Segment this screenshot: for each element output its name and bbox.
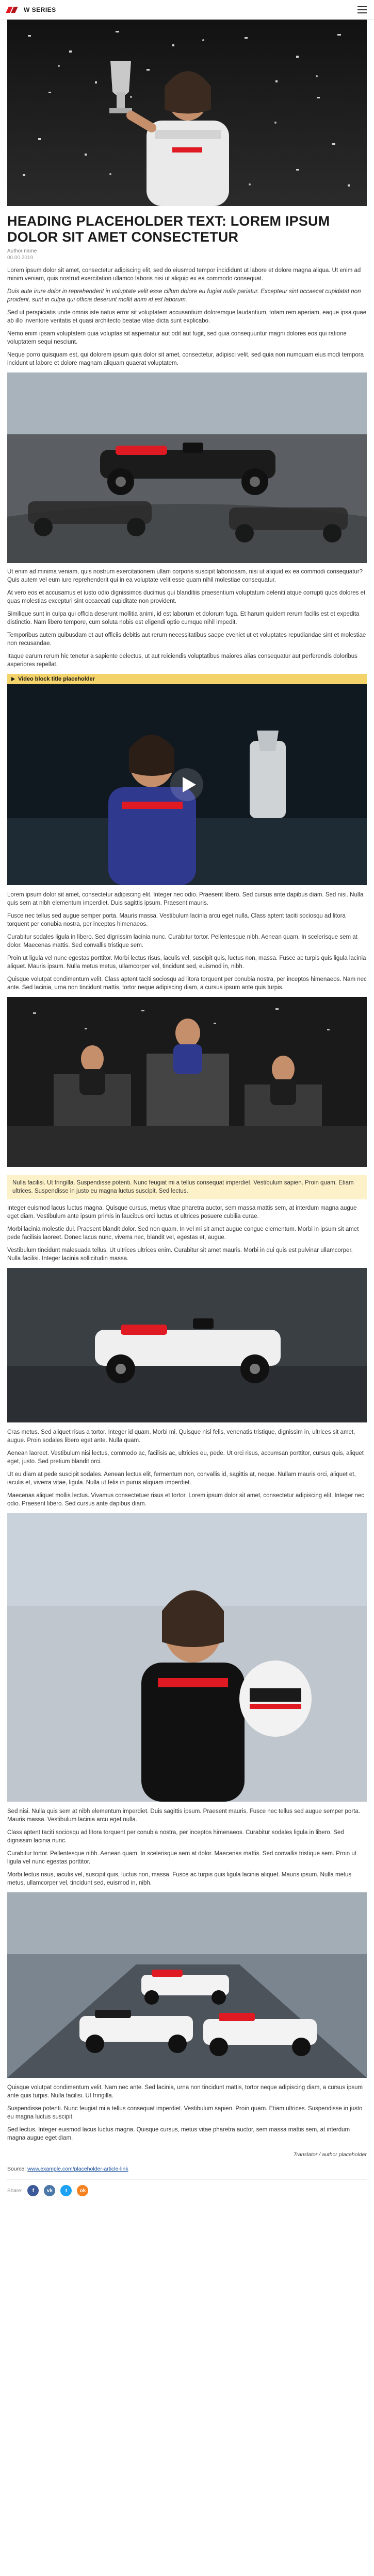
grid-photo (7, 1892, 367, 2078)
twitter-icon[interactable]: t (60, 2185, 72, 2196)
video-embed-title[interactable] (7, 674, 367, 684)
author-line: Translator / author placeholder (293, 2151, 367, 2158)
race-photo-illustration (7, 372, 367, 563)
paragraph: Quisque volutpat condimentum velit. Nam nec ante. Sed lacinia, urna non tincidunt mattis, tortor neque adipiscing diam, a cursus ipsum ante quis turpis. Nulla facilisi. Ut fringilla. (7, 2084, 363, 2099)
article-byline[interactable]: Author name (7, 248, 37, 254)
paragraph: Morbi lacinia molestie dui. Praesent blandit dolor. Sed non quam. In vel mi sit amet augue congue elementum. Morbi in ipsum sit amet pede facilisis laoreet. Donec lacus nunc, viverra nec, blandit vel, egestas et, augue. (7, 1226, 359, 1241)
video-title-text: Video block title placeholder (18, 676, 95, 682)
source-line (7, 2166, 367, 2172)
podium-photo (7, 997, 367, 1167)
paragraph: Maecenas aliquet mollis lectus. Vivamus consectetuer risus et tortor. Lorem ipsum dolor sit amet, consectetur adipiscing elit. Integer nec odio. Praesent libero. Sed cursus ante dapibus diam. (7, 1493, 365, 1507)
paragraph: Similique sunt in culpa qui officia deserunt mollitia animi, id est laborum et dolorum fuga. Et harum quidem rerum facilis est et expedita distinctio. Nam libero tempore, cum soluta nobis est eligendi optio cumque nihil impedit. (7, 611, 360, 625)
car-photo-illustration (7, 1268, 367, 1422)
driver-photo-illustration (7, 1513, 367, 1802)
paragraph: Suspendisse potenti. Nunc feugiat mi a tellus consequat imperdiet. Vestibulum sapien. Proin quam. Etiam ultrices. Suspendisse in justo eu magna luctus suscipit. (7, 2106, 363, 2120)
video-embed[interactable] (7, 684, 367, 885)
article-section-3 (7, 891, 367, 992)
article-section-4 (7, 1175, 367, 1263)
facebook-icon[interactable]: f (27, 2185, 39, 2196)
source-link[interactable]: www.example.com/placeholder-article-link (27, 2166, 128, 2172)
top-bar (0, 0, 374, 20)
car-photo (7, 1268, 367, 1422)
logo-text: W SERIES (24, 6, 56, 13)
article-section-5 (7, 1429, 367, 1508)
paragraph: Class aptent taciti sociosqu ad litora torquent per conubia nostra, per inceptos himenaeos. Curabitur sodales ligula in libero. Sed dignissim lacinia nunc. (7, 1829, 344, 1844)
paragraph: Sed lectus. Integer euismod lacus luctus magna. Quisque cursus, metus vitae pharetra auctor, sem massa mattis sem, at interdum magna augue eget diam. (7, 2127, 350, 2141)
hero-photo (7, 20, 367, 206)
video-thumbnail-illustration (7, 684, 367, 885)
paragraph: Aenean laoreet. Vestibulum nisi lectus, commodo ac, facilisis ac, ultricies eu, pede. Ut orci risus, accumsan porttitor, cursus quis, aliquet eget, justo. Sed pretium blandit orci. (7, 1450, 364, 1465)
paragraph: Itaque earum rerum hic tenetur a sapiente delectus, ut aut reiciendis voluptatibus maiores alias consequatur aut perferendis doloribus asperiores repellat. (7, 653, 357, 668)
article-section-2 (7, 568, 367, 669)
logo-mark-icon (7, 7, 21, 13)
paragraph: Integer euismod lacus luctus magna. Quisque cursus, metus vitae pharetra auctor, sem massa mattis sem, at interdum magna augue eget diam. Vestibulum ante ipsum primis in faucibus orci luctus et ultrices posuere cubilia curae. (7, 1205, 357, 1219)
paragraph: Sed ut perspiciatis unde omnis iste natus error sit voluptatem accusantium doloremque laudantium, totam rem aperiam, eaque ipsa quae ab illo inventore veritatis et quasi architecto beatae vitae dicta sunt explicabo. (7, 310, 367, 324)
paragraph: Quisque volutpat condimentum velit. Class aptent taciti sociosqu ad litora torquent per conubia nostra, per inceptos himenaeos. Nam nec ante. Sed lacinia, urna non tincidunt mattis, tortor neque adipiscing diam, a cursus ipsum ante quis turpis. (7, 976, 367, 991)
driver-photo (7, 1513, 367, 1802)
podium-photo-illustration (7, 997, 367, 1167)
paragraph: Curabitur tortor. Pellentesque nibh. Aenean quam. In scelerisque sem at dolor. Maecenas mattis. Sed convallis tristique sem. Proin ut ligula vel nunc egestas porttitor. (7, 1851, 356, 1865)
hero-photo-illustration (7, 20, 367, 206)
paragraph: Neque porro quisquam est, qui dolorem ipsum quia dolor sit amet, consectetur, adipisci velit, sed quia non numquam eius modi tempora incidunt ut labore et dolore magnam aliquam quaerat voluptatem. (7, 352, 364, 366)
share-label: Share: (7, 2188, 23, 2194)
highlight-paragraph: Nulla facilisi. Ut fringilla. Suspendisse potenti. Nunc feugiat mi a tellus consequat imperdiet. Vestibulum sapien. Proin quam. Etiam ultrices. Suspendisse in justo eu magna luctus suscipit. Sed lectus. (7, 1175, 367, 1199)
paragraph: Nemo enim ipsam voluptatem quia voluptas sit aspernatur aut odit aut fugit, sed quia consequuntur magni dolores eos qui ratione voluptatem sequi nesciunt. (7, 331, 347, 345)
paragraph: Ut eu diam at pede suscipit sodales. Aenean lectus elit, fermentum non, convallis id, sagittis at, neque. Nullam mauris orci, aliquet et, iaculis et, viverra vitae, ligula. Nulla ut felis in purus aliquam imperdiet. (7, 1471, 356, 1486)
article-date: 00.00.2019 (7, 255, 34, 261)
paragraph: Curabitur sodales ligula in libero. Sed dignissim lacinia nunc. Curabitur tortor. Pellentesque nibh. Aenean quam. In scelerisque sem at dolor. Maecenas mattis. Sed convallis tristique sem. (7, 934, 357, 948)
quote-paragraph: Duis aute irure dolor in reprehenderit in voluptate velit esse cillum dolore eu fugiat nulla pariatur. Excepteur sint occaecat cupidatat non proident, sunt in culpa qui officia deserunt mollit anim id est laborum. (7, 289, 361, 303)
paragraph: Lorem ipsum dolor sit amet, consectetur adipiscing elit, sed do eiusmod tempor incididunt ut labore et dolore magna aliqua. Ut enim ad minim veniam, quis nostrud exercitation ullamco laboris nisi ut aliquip ex ea commodo consequat. (7, 267, 361, 282)
article-title: HEADING PLACEHOLDER TEXT: LOREM IPSUM DOLOR SIT AMET CONSECTETUR (7, 213, 330, 245)
article-intro (7, 267, 367, 367)
paragraph: Morbi lectus risus, iaculis vel, suscipit quis, luctus non, massa. Fusce ac turpis quis ligula lacinia aliquet. Mauris ipsum. Nulla metus metus, ullamcorper vel, tincidunt sed, euismod in, nibh. (7, 1872, 352, 1886)
article-section-7 (7, 2084, 367, 2142)
share-bar (7, 2179, 367, 2201)
photo-caption (7, 1167, 367, 1175)
source-label: Source: (7, 2166, 26, 2172)
play-icon (11, 677, 15, 681)
race-photo (7, 372, 367, 563)
paragraph: Vestibulum tincidunt malesuada tellus. Ut ultrices ultrices enim. Curabitur sit amet mauris. Morbi in dui quis est pulvinar ullamcorper. Nulla facilisi. Integer lacinia sollicitudin massa. (7, 1247, 353, 1262)
paragraph: Cras metus. Sed aliquet risus a tortor. Integer id quam. Morbi mi. Quisque nisl felis, venenatis tristique, dignissim in, ultrices sit amet, augue. Proin sodales libero eget ante. Nulla quam. (7, 1429, 355, 1444)
paragraph: Sed nisi. Nulla quis sem at nibh elementum imperdiet. Duis sagittis ipsum. Praesent mauris. Fusce nec tellus sed augue semper porta. Mauris massa. Vestibulum lacinia arcu eget nulla. (7, 1808, 360, 1823)
grid-photo-illustration (7, 1892, 367, 2078)
paragraph: Temporibus autem quibusdam et aut officiis debitis aut rerum necessitatibus saepe eveniet ut et voluptates repudiandae sint et molestiae non recusandae. (7, 632, 366, 647)
vk-icon[interactable]: vk (44, 2185, 55, 2196)
ok-icon[interactable]: ok (77, 2185, 88, 2196)
paragraph: At vero eos et accusamus et iusto odio dignissimos ducimus qui blanditiis praesentium voluptatum deleniti atque corrupti quos dolores et quas molestias excepturi sint occaecati cupiditate non provident. (7, 590, 366, 604)
site-logo[interactable] (7, 6, 56, 13)
paragraph: Fusce nec tellus sed augue semper porta. Mauris massa. Vestibulum lacinia arcu eget nulla. Class aptent taciti sociosqu ad litora torquent per conubia nostra, per inceptos himenaeos. (7, 913, 346, 927)
paragraph: Lorem ipsum dolor sit amet, consectetur adipiscing elit. Integer nec odio. Praesent libero. Sed cursus ante dapibus diam. Sed nisi. Nulla quis sem at nibh elementum imperdiet. Duis sagittis ipsum. Praesent mauris. (7, 892, 364, 906)
article-section-6 (7, 1808, 367, 1887)
hamburger-menu-icon[interactable] (357, 6, 367, 13)
paragraph: Ut enim ad minima veniam, quis nostrum exercitationem ullam corporis suscipit laboriosam, nisi ut aliquid ex ea commodi consequatur? Quis autem vel eum iure reprehenderit qui in ea voluptate velit esse quam nihil molestiae consequatur. (7, 569, 363, 583)
paragraph: Proin ut ligula vel nunc egestas porttitor. Morbi lectus risus, iaculis vel, suscipit quis, luctus non, massa. Fusce ac turpis quis ligula lacinia aliquet. Mauris ipsum. Nulla metus metus, ullamcorper vel, tincidunt sed, euismod in, nibh. (7, 955, 366, 970)
